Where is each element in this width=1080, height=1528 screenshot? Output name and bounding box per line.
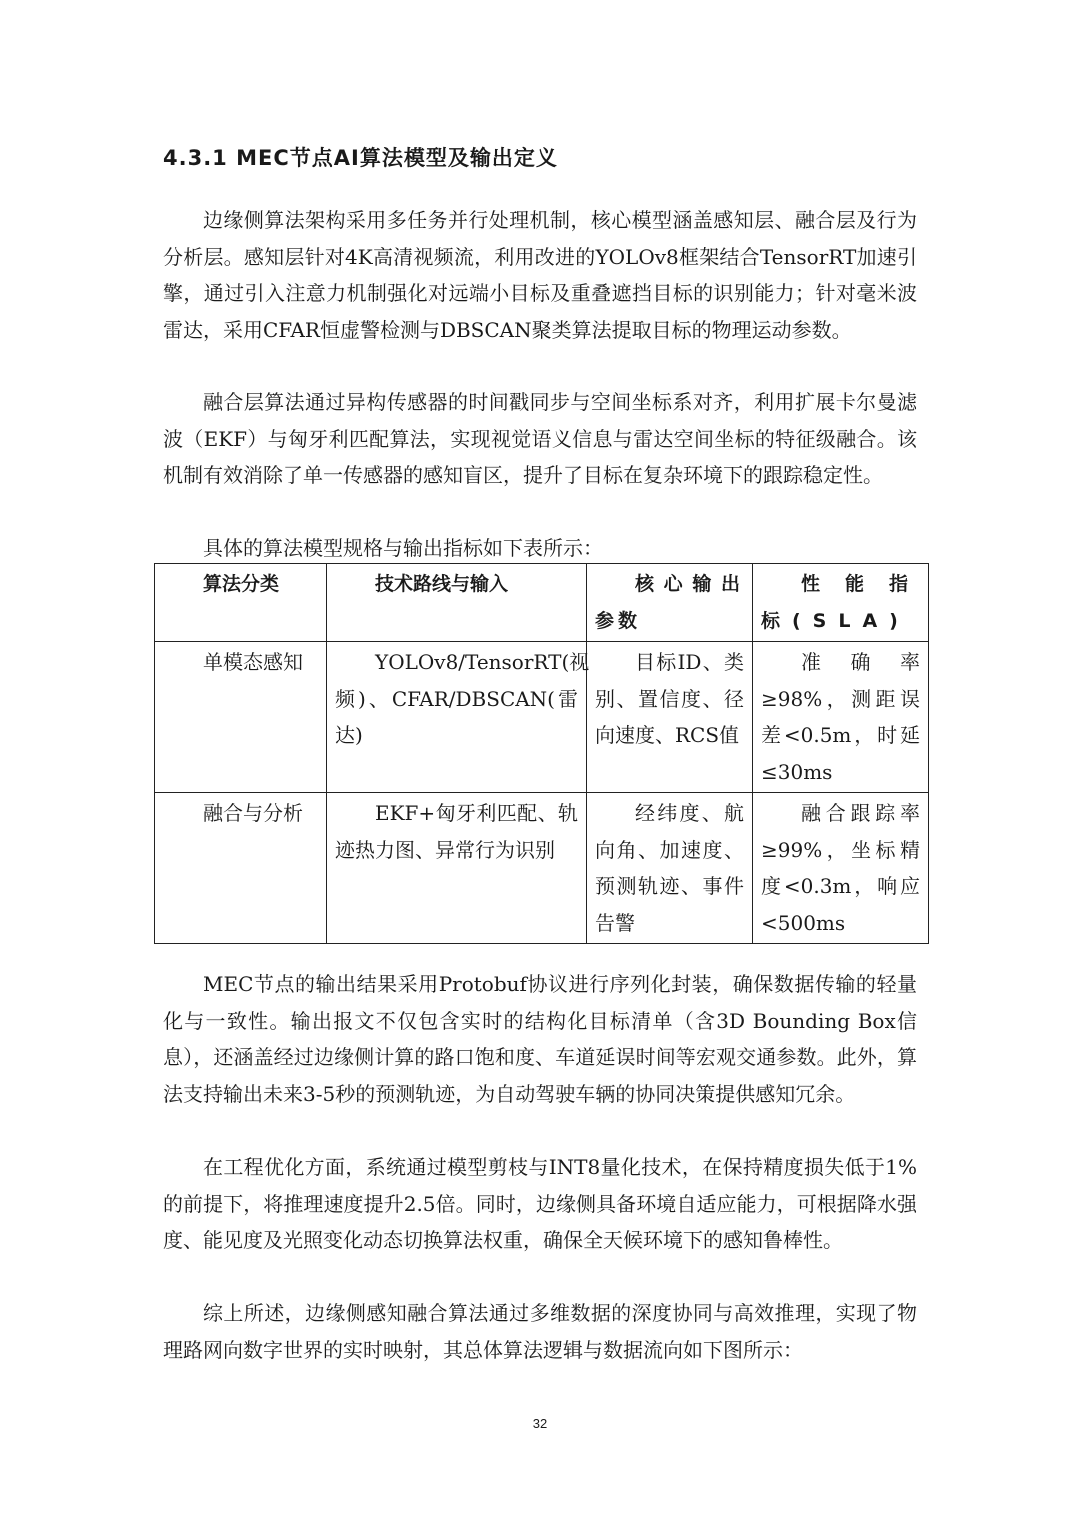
paragraph-fusion: 融合层算法通过异构传感器的时间戳同步与空间坐标系对齐，利用扩展卡尔曼滤波（EKF）与匈牙利匹配算法，实现视觉语义信息与雷达空间坐标的特征级融合。该机制有效消除了单一传感器的感知盲区，提升了目标在复杂环境下的跟踪稳定性。 — [163, 390, 917, 487]
page-number: 32 — [532, 1416, 548, 1431]
cell-core-output: 目标ID、类别、置信度、径向速度、RCS值 — [587, 642, 753, 793]
cell-core-output: 经纬度、航向角、加速度、预测轨迹、事件告警 — [587, 793, 753, 944]
paragraph-optimization: 在工程优化方面，系统通过模型剪枝与INT8量化技术，在保持精度损失低于1%的前提下，将推理速度提升2.5倍。同时，边缘侧具备环境自适应能力，可根据降水强度、能见度及光照变化动态切换算法权重，确保全天候环境下的感知鲁棒性。 — [163, 1155, 917, 1252]
header-sla: 性能指标(SLA) — [753, 564, 929, 642]
paragraph-architecture: 边缘侧算法架构采用多任务并行处理机制，核心模型涵盖感知层、融合层及行为分析层。感知层针对4K高清视频流，利用改进的YOLOv8框架结合TensorRT加速引擎，通过引入注意力机制强化对远端小目标及重叠遮挡目标的识别能力；针对毫米波雷达，采用CFAR恒虚警检测与DBSCAN聚类算法提取目标的物理运动参数。 — [163, 208, 917, 342]
paragraph-output-format: MEC节点的输出结果采用Protobuf协议进行序列化封装，确保数据传输的轻量化与一致性。输出报文不仅包含实时的结构化目标清单（含3D Bounding Box信息），还涵盖经过边缘侧计算的路口饱和度、车道延误时间等宏观交通参数。此外，算法支持输出未来3-5秒的预测轨迹，为自动驾驶车辆的协同决策提供感知冗余。 — [163, 972, 917, 1106]
cell-category: 单模态感知 — [155, 642, 327, 793]
cell-category: 融合与分析 — [155, 793, 327, 944]
table-row — [155, 642, 929, 793]
header-technical-route: 技术路线与输入 — [327, 564, 587, 642]
table-header-row — [155, 564, 929, 642]
paragraph-summary: 综上所述，边缘侧感知融合算法通过多维数据的深度协同与高效推理，实现了物理路网向数字世界的实时映射，其总体算法逻辑与数据流向如下图所示： — [163, 1301, 917, 1362]
cell-sla: 融合跟踪率≥99%，坐标精度<0.3m，响应<500ms — [753, 793, 929, 944]
cell-technical-route: YOLOv8/TensorRT(视频)、CFAR/DBSCAN(雷达) — [327, 642, 587, 793]
cell-technical-route: EKF+匈牙利匹配、轨迹热力图、异常行为识别 — [327, 793, 587, 944]
section-heading: 4.3.1 MEC节点AI算法模型及输出定义 — [163, 146, 558, 170]
header-category: 算法分类 — [155, 564, 327, 642]
table-row — [155, 793, 929, 944]
header-core-output: 核心输出参数 — [587, 564, 753, 642]
algorithm-spec-table — [154, 563, 929, 944]
table-caption: 具体的算法模型规格与输出指标如下表所示： — [203, 536, 603, 560]
cell-sla: 准确率≥98%，测距误差<0.5m，时延≤30ms — [753, 642, 929, 793]
